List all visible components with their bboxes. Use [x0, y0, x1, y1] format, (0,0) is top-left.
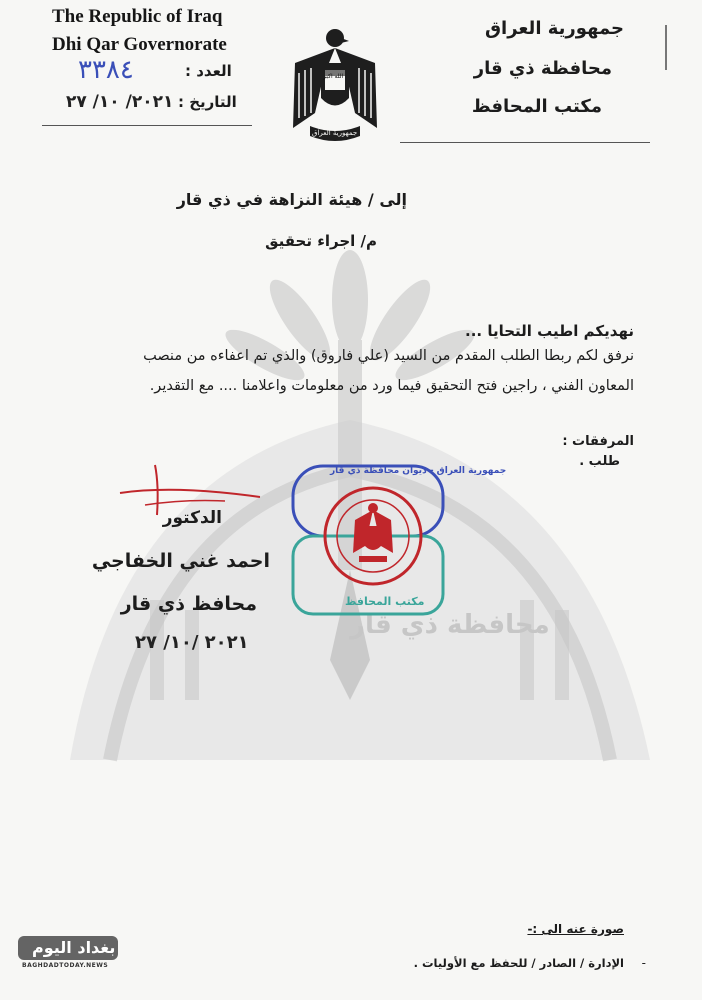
signature-name: احمد غني الخفاجي — [91, 550, 270, 572]
signature-position: محافظ ذي قار — [120, 593, 257, 615]
logo-text-ar: بغداد اليوم — [32, 938, 116, 957]
letter-greeting: نهديكم اطيب التحايا ... — [465, 322, 634, 340]
number-value: ٣٣٨٤ — [78, 55, 134, 85]
attachments-label: المرفقات : — [562, 434, 634, 449]
header-ar-line2: محافظة ذي قار — [473, 58, 612, 79]
watermark-text: محافظة ذي قار — [350, 610, 550, 640]
source-logo — [18, 926, 118, 974]
letter-body-line1: نرفق لكم ربطا الطلب المقدم من السيد (علي فاروق) والذي تم اعفاءه من منصب — [143, 348, 634, 364]
stamp-bottom-text: مكتب المحافظ — [345, 595, 425, 608]
header-rule-left — [42, 125, 252, 126]
cc-bullet: - — [641, 956, 646, 970]
number-label: العدد : — [185, 62, 232, 80]
logo-text-en: BAGHDADTODAY.NEWS — [22, 962, 109, 969]
header-en-line1: The Republic of Iraq — [52, 6, 223, 27]
date-label: التاريخ : — [178, 93, 237, 111]
letter-body-line2: المعاون الفني ، راجين فتح التحقيق فيما ورد من معلومات واعلامنا .... مع التقدير. — [149, 378, 634, 394]
page-edge-mark — [665, 25, 667, 70]
letter-subject: م/ اجراء تحقيق — [265, 232, 377, 250]
stamp-outer-text: جمهورية العراق - ديوان محافظة ذي قار — [330, 466, 507, 476]
header-en-line2: Dhi Qar Governorate — [52, 34, 227, 55]
letter-recipient: إلى / هيئة النزاهة في ذي قار — [176, 190, 407, 209]
iraq-eagle-emblem — [285, 18, 385, 148]
header-ar-line1: جمهورية العراق — [484, 18, 624, 39]
header-ar-line3: مكتب المحافظ — [471, 96, 602, 117]
header-rule-right — [400, 142, 650, 143]
cc-label: صورة عنه الى :- — [527, 922, 624, 936]
attachments-value: طلب . — [579, 454, 620, 469]
emblem-caption: جمهورية العراق — [312, 129, 358, 137]
signature-title: الدكتور — [162, 508, 222, 528]
date-value: ٢٠٢١/ ١٠/ ٢٧ — [66, 92, 174, 112]
cc-item: الإدارة / الصادر / للحفظ مع الأوليات . — [413, 956, 624, 970]
signature-date: ٢٠٢١ /١٠/ ٢٧ — [135, 632, 249, 653]
emblem-script: الله اكبر — [323, 73, 344, 80]
